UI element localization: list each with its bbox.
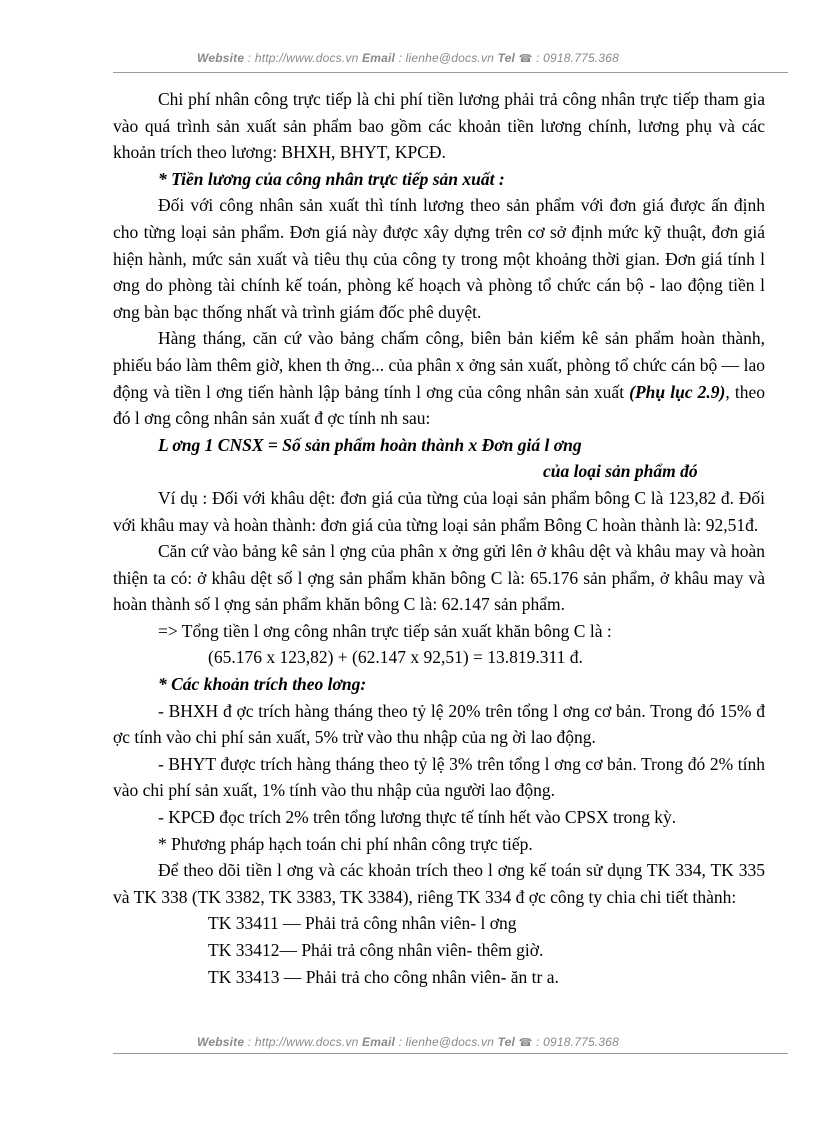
paragraph-quantities: Căn cứ vào bảng kê sản l ợng của phân x ởng gửi lên ở khâu dệt và khâu may và hoàn thiện ta có: ở khâu dệt số l ợng sản phẩm khăn bông C là: 65.176 sản phẩm, ở khâu may và hoàn thành số l ợng sản phẩm khăn bông C là: 62.147 sản phẩm. <box>113 541 765 615</box>
page-footer <box>0 1035 816 1049</box>
footer-website-label: Website <box>197 1035 245 1049</box>
email-label: Email <box>362 51 396 65</box>
footer-divider <box>113 1053 788 1054</box>
paragraph-wage-calc: Đối với công nhân sản xuất thì tính lương theo sản phẩm với đơn giá được ấn định cho từng loại sản phẩm. Đơn giá này được xây dựng trên cơ sở định mức kỹ thuật, đơn giá hiện hành, mức sản xuất và tiêu thụ của công ty trong một khoảng thời gian. Đơn giá tính l ơng do phòng tài chính kế toán, phòng kế hoạch và phòng tổ chức cán bộ - lao động tiền l ơng bàn bạc thống nhất và trình giám đốc phê duyệt. <box>113 195 765 322</box>
paragraph-example: Ví dụ : Đối với khâu dệt: đơn giá của từng của loại sản phẩm bông C là 123,82 đ. Đối với khâu may và hoàn thành: đơn giá của từng loại sản phẩm Bông C hoàn thành là: 92,51đ. <box>113 487 765 535</box>
heading-direct-labor-wage: * Tiền lương của công nhân trực tiếp sản xuất : <box>158 168 505 189</box>
tel-value: : 0918.775.368 <box>536 51 619 65</box>
phone-icon: ☎ <box>518 53 533 65</box>
paragraph-method: * Phương pháp hạch toán chi phí nhân công trực tiếp. <box>158 833 533 854</box>
footer-email-value[interactable]: : lienhe@docs.vn <box>398 1035 495 1049</box>
heading-deductions: * Các khoản trích theo lơng: <box>158 674 367 695</box>
paragraph-bhyt: - BHYT được trích hàng tháng theo tỷ lệ 3% trên tổng l ơng cơ bản. Trong đó 2% tính vào chi phí sản xuất, 1% tính vào thu nhập của người lao động. <box>113 753 765 801</box>
footer-tel-label: Tel <box>497 1035 516 1049</box>
paragraph-monthly <box>113 325 765 431</box>
footer-tel-value: : 0918.775.368 <box>536 1035 619 1049</box>
paragraph-intro: Chi phí nhân công trực tiếp là chi phí tiền lương phải trả công nhân trực tiếp tham gia vào quá trình sản xuất sản phẩm bao gồm các khoản tiền lương chính, lương phụ và các khoản trích theo lương: BHXH, BHYT, KPCĐ. <box>113 89 765 163</box>
header-divider <box>113 72 788 73</box>
document-body <box>113 86 765 990</box>
paragraph-accounts: Để theo dõi tiền l ơng và các khoản trích theo l ơng kế toán sử dụng TK 334, TK 335 và TK 338 (TK 3382, TK 3383, TK 3384), riêng TK 334 đ ợc công ty chia chi tiết thành: <box>113 860 765 907</box>
formula-line-1: L ơng 1 CNSX = Số sản phẩm hoàn thành x Đơn giá l ơng <box>158 434 582 455</box>
footer-email-label: Email <box>362 1035 396 1049</box>
monthly-text: Hàng tháng, căn cứ vào bảng chấm công, biên bản kiểm kê sản phẩm hoàn thành, phiếu báo làm thêm giờ, khen th ởng... của phân x ởng sản xuất, phòng tổ chức cán bộ — lao động và tiền l ơng tiến hành lập bảng tính l ơng của công nhân sản xuất <box>113 328 765 402</box>
email-value[interactable]: : lienhe@docs.vn <box>398 51 495 65</box>
total-equation: (65.176 x 123,82) + (62.147 x 92,51) = 13.819.311 đ. <box>208 647 583 668</box>
page-header <box>0 51 816 65</box>
paragraph-kpcd: - KPCĐ đọc trích 2% trên tổng lương thực tế tính hết vào CPSX trong kỳ. <box>158 807 677 828</box>
tel-label: Tel <box>497 51 516 65</box>
website-url[interactable]: : http://www.docs.vn <box>247 51 359 65</box>
formula-line-2: của loại sản phẩm đó <box>543 461 698 482</box>
appendix-ref: (Phụ lục 2.9) <box>629 381 726 402</box>
account-33411: TK 33411 — Phải trả công nhân viên- l ơng <box>208 913 517 934</box>
paragraph-total: => Tổng tiền l ơng công nhân trực tiếp sản xuất khăn bông C là : <box>158 620 612 641</box>
account-33413: TK 33413 — Phải trả cho công nhân viên- ăn tr a. <box>208 966 559 987</box>
footer-phone-icon: ☎ <box>518 1037 533 1049</box>
website-label: Website <box>197 51 245 65</box>
monthly-tail: , theo đó l ơng công nhân sản xuất đ ợc tính nh sau: <box>113 381 765 429</box>
account-33412: TK 33412— Phải trả công nhân viên- thêm giờ. <box>208 940 544 960</box>
paragraph-bhxh: - BHXH đ ợc trích hàng tháng theo tỷ lệ 20% trên tổng l ơng cơ bản. Trong đó 15% đ ợc tính vào chi phí sản xuất, 5% trừ vào thu nhập của ng ời lao động. <box>113 700 765 748</box>
footer-website-url[interactable]: : http://www.docs.vn <box>247 1035 359 1049</box>
